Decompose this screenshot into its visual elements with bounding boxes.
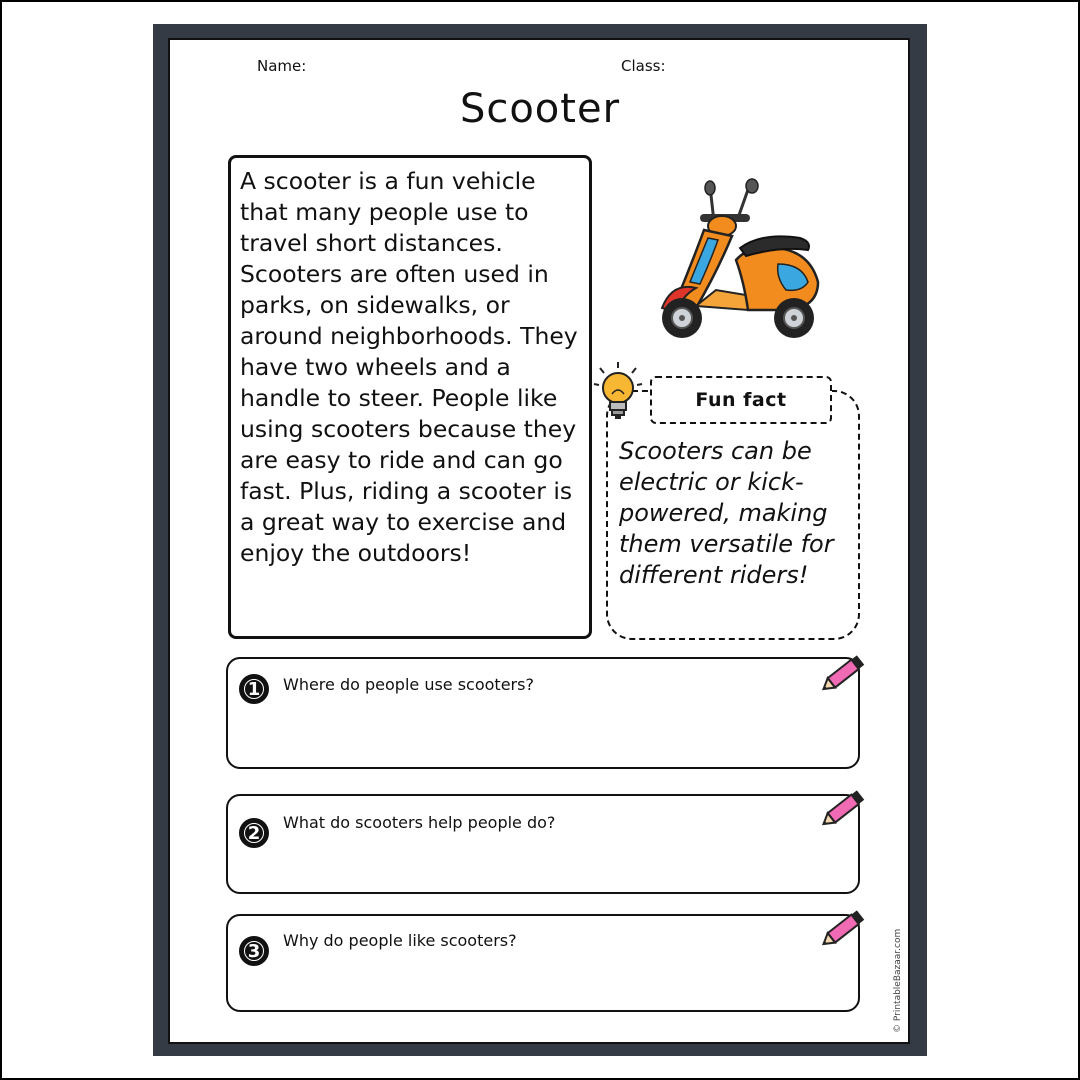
question-3-answer-box[interactable] bbox=[226, 914, 860, 1012]
question-3-number: 3 bbox=[239, 936, 269, 966]
question-2-number: 2 bbox=[239, 818, 269, 848]
copyright-text: © PrintableBazaar.com bbox=[893, 928, 903, 1033]
question-2-text: What do scooters help people do? bbox=[283, 813, 556, 832]
pencil-icon bbox=[818, 785, 870, 831]
pencil-icon bbox=[818, 650, 870, 696]
class-label: Class: bbox=[621, 57, 666, 75]
question-2-answer-box[interactable] bbox=[226, 794, 860, 894]
scooter-illustration bbox=[652, 178, 824, 342]
pencil-icon bbox=[818, 905, 870, 951]
lightbulb-icon bbox=[592, 360, 644, 422]
question-3-text: Why do people like scooters? bbox=[283, 931, 517, 950]
question-1-number: 1 bbox=[239, 674, 269, 704]
fun-fact-text: Scooters can be electric or kick-powered, making them versatile for different riders! bbox=[619, 437, 834, 589]
name-label: Name: bbox=[257, 57, 307, 75]
fun-fact-heading: Fun fact bbox=[650, 376, 832, 424]
worksheet-title: Scooter bbox=[459, 86, 621, 132]
question-1-answer-box[interactable] bbox=[226, 657, 860, 769]
question-1-text: Where do people use scooters? bbox=[283, 675, 534, 694]
reading-passage: A scooter is a fun vehicle that many people use to travel short distances. Scooters are often used in parks, on sidewalks, or around neighborhoods. They have two wheels and a handle to steer. People like using scooters because they are easy to ride and can go fast. Plus, riding a scooter is a great way to exercise and enjoy the outdoors! bbox=[228, 155, 592, 639]
